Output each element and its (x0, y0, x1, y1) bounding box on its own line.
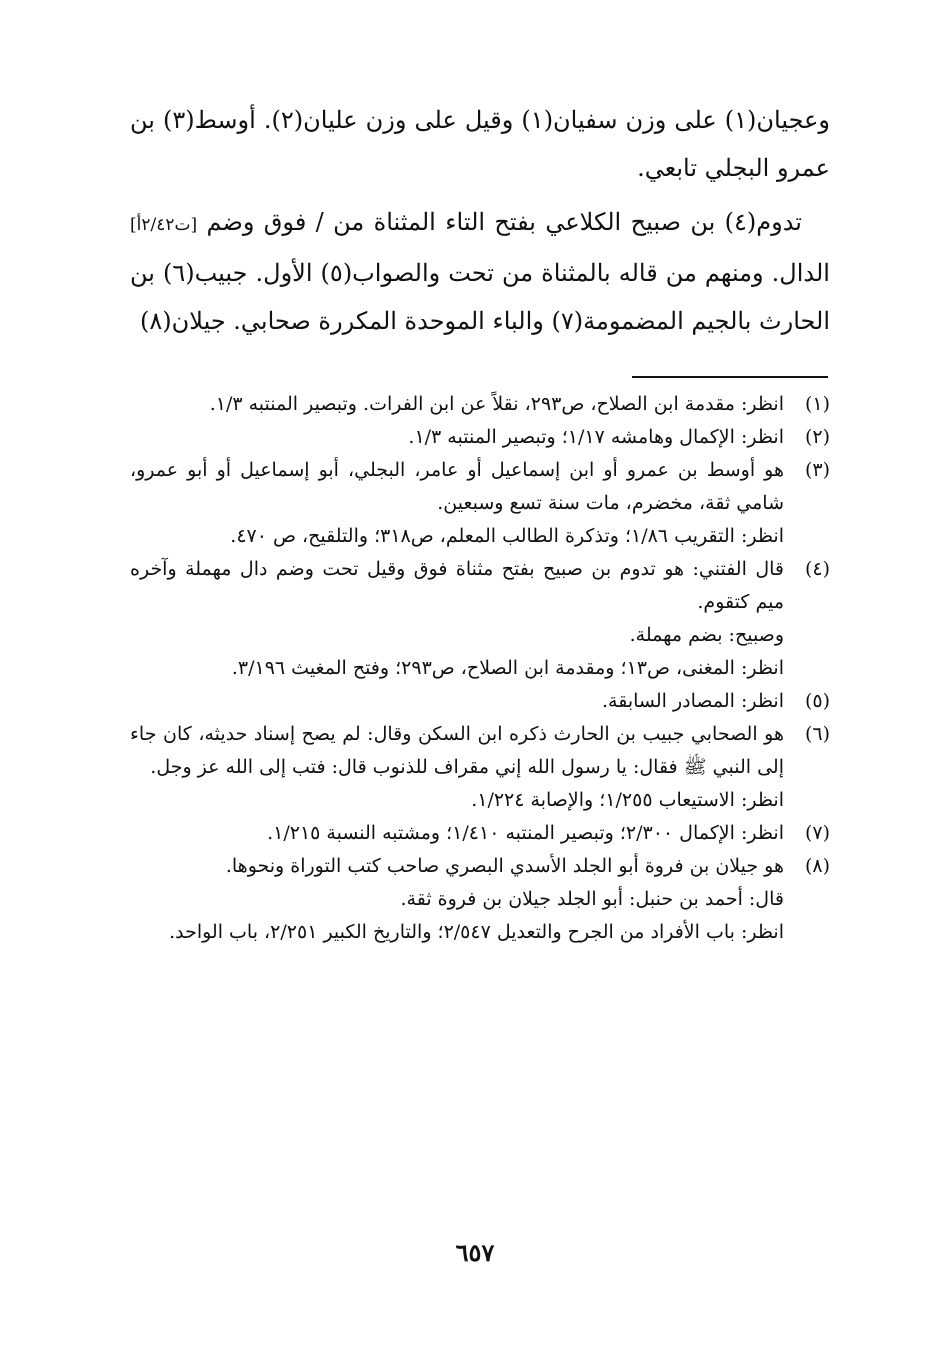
footnote-7 (130, 817, 830, 850)
footnote-number: (٤) (804, 558, 830, 580)
footnote-line: وصبيح: بضم مهملة. (629, 624, 784, 646)
main-paragraph-2-start: تدوم(٤) بن صبيح الكلاعي بفتح التاء المثناة من / فوق وضم (206, 208, 802, 236)
footnote-number: (٨) (804, 855, 830, 877)
footnote-number: (١) (804, 393, 830, 415)
manuscript-folio-marker: [ت٢/٤٢أ] (130, 215, 198, 235)
footnote-3 (130, 454, 830, 553)
page-number: ٦٥٧ (455, 1238, 495, 1267)
footnote-text (130, 388, 784, 421)
footnote-text (130, 817, 784, 850)
footnote-number: (٢) (804, 426, 830, 448)
footnote-line: انظر: المغنى، ص١٣؛ ومقدمة ابن الصلاح، ص٢٩٣؛ وفتح المغيث ٣/١٩٦. (231, 657, 784, 679)
footnote-line: انظر: الإكمال وهامشه ١/١٧؛ وتبصير المنتبه ١/٣. (408, 426, 784, 448)
footnote-text (130, 454, 784, 553)
footnote-text (130, 421, 784, 454)
footnote-line: انظر: مقدمة ابن الصلاح، ص٢٩٣، نقلاً عن ابن الفرات. وتبصير المنتبه ١/٣. (209, 393, 784, 415)
main-text (130, 96, 830, 351)
footnote-line: انظر: التقريب ١/٨٦؛ وتذكرة الطالب المعلم، ص٣١٨؛ والتلقيح، ص ٤٧٠. (230, 525, 784, 547)
footnote-1 (130, 388, 830, 421)
footnote-text (130, 553, 784, 685)
footnote-line: انظر: باب الأفراد من الجرح والتعديل ٢/٥٤٧؛ والتاريخ الكبير ٢/٢٥١، باب الواحد. (169, 921, 784, 943)
main-paragraph-1: وعجيان(١) على وزن سفيان(١) وقيل على وزن عليان(٢). أوسط(٣) بن عمرو البجلي تابعي. (130, 106, 830, 182)
footnote-line: قال: أحمد بن حنبل: أبو الجلد جيلان بن فروة ثقة. (400, 888, 784, 910)
footnote-number: (٧) (804, 822, 830, 844)
footnote-line: انظر: الاستيعاب ١/٢٥٥؛ والإصابة ١/٢٢٤. (471, 789, 784, 811)
footnote-line: هو الصحابي جبيب بن الحارث ذكره ابن السكن وقال: لم يصح إسناد حديثه، كان جاء إلى النبي ﷺ فقال: يا رسول الله إني مقراف للذنوب قال: فتب إلى الله عز وجل. (130, 723, 784, 778)
footnote-text (130, 718, 784, 817)
main-paragraph-2 (130, 198, 830, 345)
footnote-line: هو أوسط بن عمرو أو ابن إسماعيل أو عامر، البجلي، أبو إسماعيل أو أبو عمرو، شامي ثقة، مخضرم، مات سنة تسع وسبعين. (130, 459, 784, 514)
footnote-number: (٥) (804, 690, 830, 712)
footnote-line: هو جيلان بن فروة أبو الجلد الأسدي البصري صاحب كتب التوراة ونحوها. (225, 855, 784, 877)
footnote-text (130, 685, 784, 718)
footnote-number: (٦) (804, 723, 830, 745)
footnotes (130, 388, 830, 949)
footnote-4 (130, 553, 830, 685)
footnote-text (130, 850, 784, 949)
footnote-line: انظر: الإكمال ٢/٣٠٠؛ وتبصير المنتبه ١/٤١٠؛ ومشتبه النسبة ١/٢١٥. (267, 822, 784, 844)
footnote-5 (130, 685, 830, 718)
footnote-separator (632, 376, 828, 378)
footnote-line: انظر: المصادر السابقة. (601, 690, 784, 712)
footnote-8 (130, 850, 830, 949)
footnote-6 (130, 718, 830, 817)
footnote-line: قال الفتني: هو تدوم بن صبيح بفتح مثناة فوق وقيل تحت وضم دال مهملة وآخره ميم كتقوم. (130, 558, 784, 613)
main-paragraph-2-end: الدال. ومنهم من قاله بالمثناة من تحت والصواب(٥) الأول. جبيب(٦) بن الحارث بالجيم المضمومة(٧) والباء الموحدة المكررة صحابي. جيلان(٨) (130, 259, 830, 335)
footnote-2 (130, 421, 830, 454)
footnote-number: (٣) (804, 459, 830, 481)
